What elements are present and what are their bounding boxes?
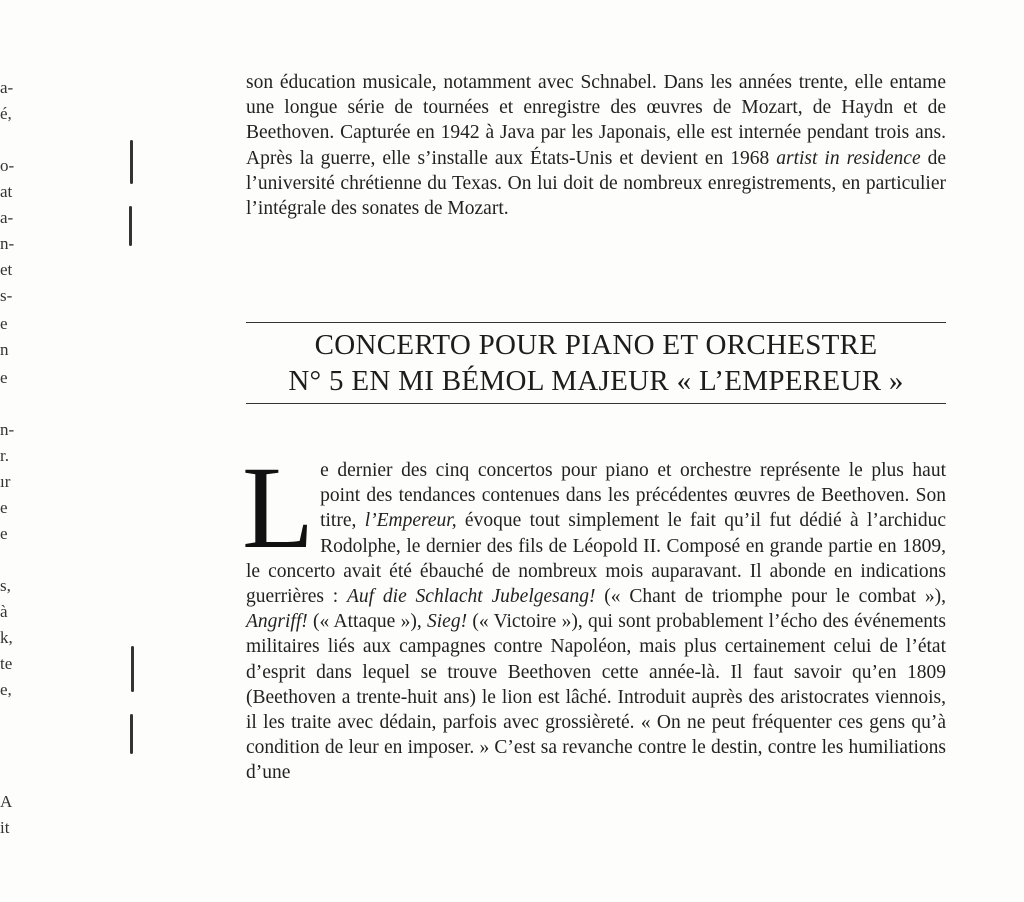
intro-italic: artist in residence [776, 147, 921, 169]
body-paragraph-block [242, 442, 947, 786]
heading-bottom-rule [246, 403, 946, 404]
heading-line-1: CONCERTO POUR PIANO ET ORCHESTRE [314, 329, 878, 361]
binding-mark [131, 646, 134, 692]
margin-fragment: n [0, 340, 9, 359]
binding-mark [130, 140, 133, 184]
margin-fragment: n- [0, 234, 15, 253]
margin-fragment: at [0, 182, 13, 201]
body-text: (« Attaque »), [307, 611, 428, 633]
margin-fragment: e [0, 368, 8, 387]
margin-fragment: s- [0, 286, 13, 305]
margin-fragment: a- [0, 78, 14, 97]
margin-fragment: o- [0, 156, 15, 175]
body-italic: Angriff! [246, 611, 308, 633]
body-text: (« Chant de triomphe pour le combat »), [595, 586, 946, 608]
margin-fragment: e [0, 498, 8, 517]
margin-fragment: a- [0, 208, 14, 227]
margin-fragment: à [0, 602, 8, 621]
body-italic: l’Empereur, [364, 510, 457, 532]
intro-text: de l’université chrétienne du Texas. On lui doit de nombreux enregistrements, en particulier l’intégrale des sonates de Mozart. [246, 147, 947, 220]
margin-fragment: te [0, 654, 13, 673]
body-text: évoque tout simplement le fait qu’il fut dédié à l’archiduc Rodolphe, le dernier des fils de Léopold II. Composé en grande partie en 1809, le concerto avait été ébauché de nombreux mois auparavant. Il abonde en indications guerrières : [246, 510, 946, 608]
section-heading [246, 323, 946, 403]
margin-fragment: e [0, 314, 8, 333]
intro-paragraph [246, 70, 946, 221]
margin-fragment: ır [0, 472, 11, 491]
margin-fragment: s, [0, 576, 11, 595]
body-text: (« Victoire »), qui sont probablement l’écho des événements militaires liés aux campagnes contre Napoléon, mais plus certainement celui de l’état d’esprit dans lequel se trouve Beethoven cette année-là. Il faut savoir qu’en 1809 (Beethoven a trente-huit ans) le lion est lâché. Introduit auprès des aristocrates viennois, il les traite avec dédain, parfois avec grossièreté. « On ne peut fréquenter ces gens qu’à condition de leur en imposer. » C’est sa revanche contre le destin, contre les humiliations d’une [246, 611, 947, 784]
body-italic: Sieg! [427, 611, 468, 633]
binding-mark [129, 206, 132, 246]
margin-fragment: e [0, 524, 8, 543]
margin-fragment: k, [0, 628, 13, 647]
section-heading-block [246, 322, 946, 404]
drop-cap: L [242, 442, 315, 573]
margin-fragment: e, [0, 680, 12, 699]
margin-fragment: et [0, 260, 13, 279]
margin-fragment: r. [0, 446, 9, 465]
margin-fragment: it [0, 818, 10, 837]
intro-text: son éducation musicale, notamment avec Schnabel. Dans les années trente, elle entame une longue série de tournées et enregistre des œuvres de Mozart, de Haydn et de Beethoven. Capturée en 1942 à Java par les Japonais, elle est internée pendant trois ans. Après la guerre, elle s’installe aux États-Unis et devient en 1968 [246, 72, 946, 169]
intro-paragraph-block [246, 70, 946, 221]
heading-line-2: N° 5 EN MI BÉMOL MAJEUR « L’EMPEREUR » [288, 365, 904, 397]
margin-fragment: n- [0, 420, 15, 439]
body-text: e dernier des cinq concertos pour piano et orchestre représente le plus haut point des tendances contenues dans les précédentes œuvres de Beethoven. Son titre, [320, 460, 946, 532]
binding-mark [130, 714, 133, 754]
margin-fragment: é, [0, 104, 12, 123]
body-paragraph [242, 442, 947, 786]
body-italic: Auf die Schlacht Jubelgesang! [347, 586, 596, 608]
left-page-margin-fragments [0, 0, 20, 902]
margin-fragment: A [0, 792, 13, 811]
